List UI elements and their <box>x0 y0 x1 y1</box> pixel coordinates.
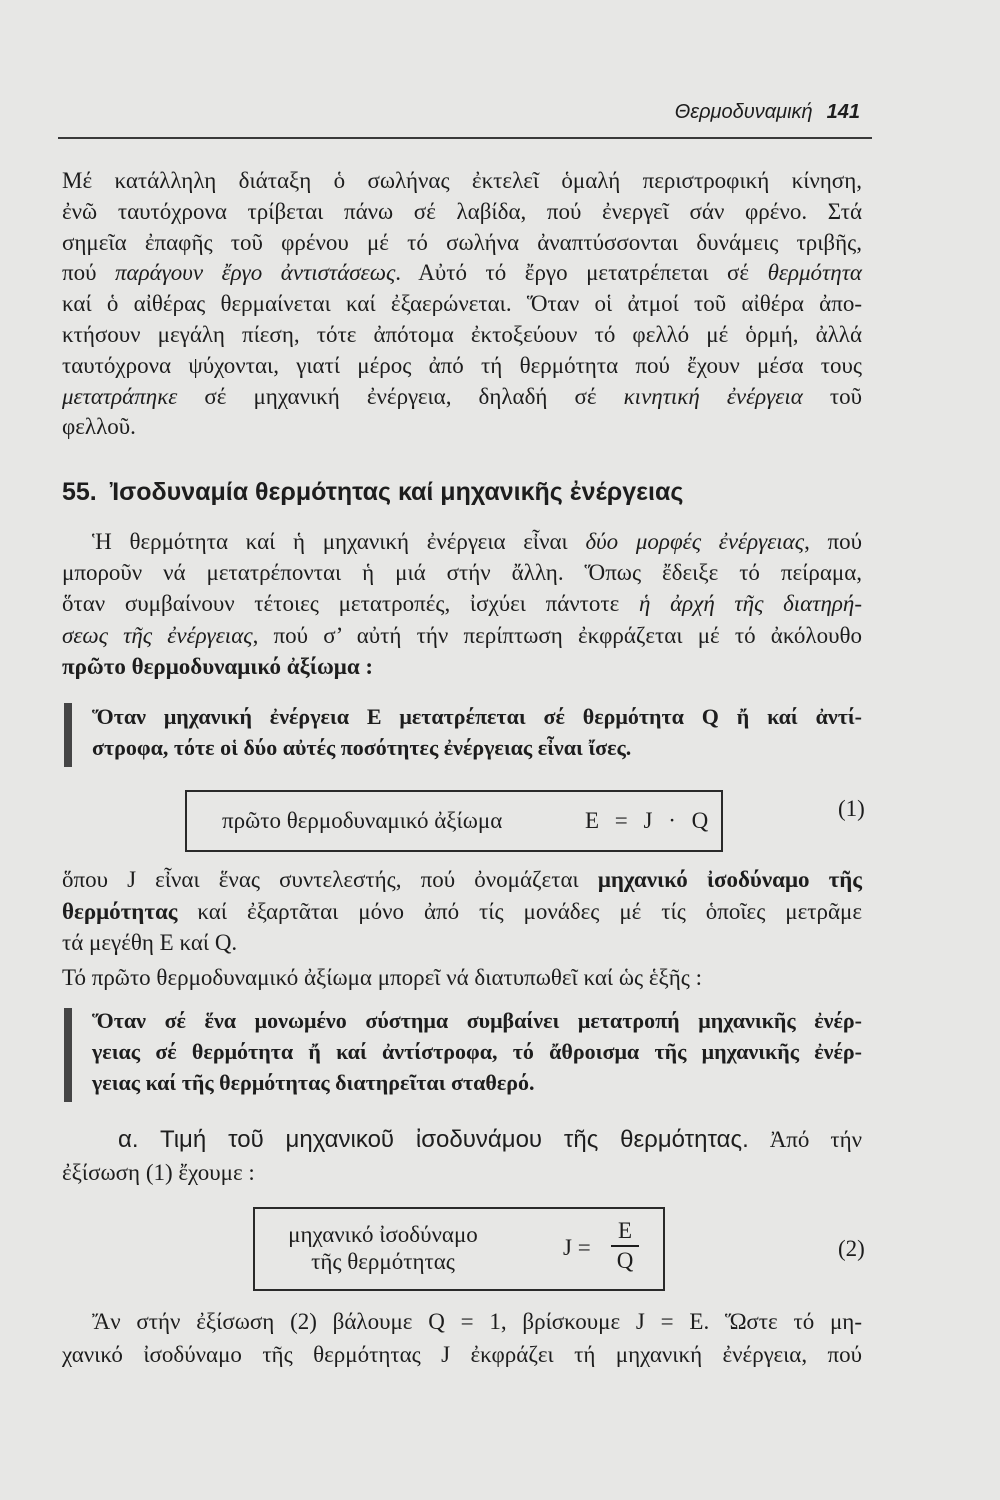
fraction-numerator: E <box>617 1218 633 1243</box>
equation-box-2 <box>253 1207 665 1291</box>
text-run: σημεῖα ἐπαφῆς τοῦ φρένου μέ τό σωλήνα ἀναπτύσσονται δυνάμεις τριβῆς, <box>62 229 862 255</box>
italic-run: κινητική ἐνέργεια <box>623 383 803 409</box>
law-marker-bar <box>64 703 72 767</box>
text-run: Ἄν στήν ἐξίσωση (2) βάλουμε Q = 1, βρίσκουμε J = Ε. Ὥστε τό μη- <box>92 1309 862 1334</box>
page-number: 141 <box>826 101 860 123</box>
subsection-heading: α. Τιμή τοῦ μηχανικοῦ ἰσοδυνάμου τῆς θερμότητας. <box>118 1126 749 1153</box>
equation-label: πρῶτο θερμοδυναμικό ἀξίωμα <box>222 808 503 833</box>
bold-run: πρῶτο θερμοδυναμικό ἀξίωμα : <box>62 653 374 679</box>
paragraph-line <box>62 258 862 289</box>
equation-number: (1) <box>838 796 865 821</box>
equation-label-line: μηχανικό ἰσοδύναμο <box>288 1222 478 1247</box>
italic-run: μετατράπηκε <box>62 383 178 409</box>
text-run: μποροῦν νά μετατρέπονται ἡ μιά στήν ἄλλη. Ὅπως ἔδειξε τό πείραμα, <box>62 560 862 586</box>
paragraph-line <box>62 351 862 382</box>
equation-lhs: J = <box>563 1235 591 1260</box>
paragraph-line <box>62 1339 862 1372</box>
law-statement-1 <box>92 701 862 763</box>
fraction <box>611 1217 639 1275</box>
text-run: τά μεγέθη Ε καί Q. <box>62 930 238 955</box>
bold-run: θερμότητας <box>62 898 178 924</box>
text-run: Τό πρῶτο θερμοδυναμικό ἀξίωμα μπορεῖ νά διατυπωθεῖ καί ὡς ἑξῆς : <box>62 965 703 990</box>
text-run: ὅταν συμβαίνουν τέτοιες μετατροπές, ἰσχύει πάντοτε <box>62 591 640 617</box>
paragraph-line <box>62 197 862 228</box>
fraction-denominator: Q <box>616 1248 634 1273</box>
section-heading <box>62 476 862 508</box>
equation-label-line: τῆς θερμότητας <box>311 1249 455 1274</box>
italic-run: σεως τῆς ἐνέργειας <box>62 622 253 648</box>
paragraph-line <box>62 228 862 259</box>
paragraph-line <box>62 412 862 443</box>
law-statement-2 <box>92 1005 862 1098</box>
law-line: γειας καί τῆς θερμότητας διατηρεῖται σταθερό. <box>92 1070 535 1095</box>
paragraph-line <box>62 588 862 619</box>
paragraph-line <box>62 620 862 651</box>
italic-run: θερμότητα <box>767 260 863 286</box>
text-run: . Αὐτό τό ἔργο μετατρέπεται σέ <box>395 260 768 286</box>
paragraph-line <box>62 320 862 351</box>
paragraph-line <box>62 1123 862 1156</box>
text-run: τοῦ <box>802 383 862 409</box>
equation-label <box>271 1221 495 1275</box>
text-run: Μέ κατάλληλη διάταξη ὁ σωλήνας ἐκτελεῖ ὁμαλή περιστροφική κίνηση, <box>62 168 862 193</box>
italic-run: δύο μορφές ἐνέργειας <box>585 529 805 554</box>
paragraph-line <box>62 962 862 993</box>
section-title: Ἰσοδυναμία θερμότητας καί μηχανικῆς ἐνέργειας <box>109 478 684 506</box>
italic-run: ἡ ἀρχή τῆς διατηρή- <box>639 591 862 617</box>
section-number: 55. <box>62 478 97 506</box>
text-run: κτήσουν μεγάλη πίεση, τότε ἀπότομα ἐκτοξεύουν τό φελλό μέ ὁρμή, ἀλλά <box>62 321 862 347</box>
law-line: γειας σέ θερμότητα ἤ καί ἀντίστροφα, τό ἄθροισμα τῆς μηχανικῆς ἐνέρ- <box>92 1039 862 1064</box>
paragraph-line <box>62 651 862 682</box>
text-run: σέ μηχανική ἐνέργεια, δηλαδή σέ <box>177 383 624 409</box>
paragraph-line <box>62 557 862 588</box>
text-run: καί ὁ αἰθέρας θερμαίνεται καί ἐξαερώνεται. Ὅταν οἱ ἀτμοί τοῦ αἰθέρα ἀπο- <box>62 291 862 317</box>
paragraph-line <box>62 166 862 197</box>
law-line: Ὅταν μηχανική ἐνέργεια Ε μετατρέπεται σέ θερμότητα Q ἤ καί ἀντί- <box>92 704 862 729</box>
paragraph-5 <box>62 1306 862 1371</box>
equation-formula: E = J · Q <box>585 808 709 833</box>
text-run: πού <box>62 260 116 286</box>
paragraph-1 <box>62 166 862 443</box>
header-rule <box>58 137 872 139</box>
paragraph-line <box>62 864 862 896</box>
running-title: Θερμοδυναμική <box>674 101 813 123</box>
paragraph-2 <box>62 526 862 682</box>
text-run: ταυτόχρονα ψύχονται, γιατί μέρος ἀπό τή θερμότητα πού ἔχουν μέσα τους <box>62 352 862 378</box>
paragraph-line <box>62 289 862 320</box>
running-header <box>675 99 860 125</box>
text-run: φελλοῦ. <box>62 414 136 440</box>
paragraph-3 <box>62 864 862 959</box>
equation-number: (2) <box>838 1236 865 1261</box>
paragraph-line <box>62 382 862 413</box>
italic-run: παράγουν ἔργο ἀντιστάσεως <box>115 260 396 286</box>
paragraph-line <box>62 1306 862 1339</box>
text-run: ἐνῶ ταυτόχρονα τρίβεται πάνω σέ λαβίδα, πού ἐνεργεῖ σάν φρένο. Στά <box>62 198 862 224</box>
text-run: , πού σ’ αὐτή τήν περίπτωση ἐκφράζεται μέ τό ἀκόλουθο <box>252 622 862 648</box>
paragraph-line <box>62 1156 862 1189</box>
text-run: χανικό ἰσοδύναμο τῆς θερμότητας J ἐκφράζει τή μηχανική ἐνέργεια, πού <box>62 1341 862 1367</box>
text-run: καί ἐξαρτᾶται μόνο ἀπό τίς μονάδες μέ τίς ὁποῖες μετρᾶμε <box>177 898 862 924</box>
text-run: Ἡ θερμότητα καί ἡ μηχανική ἐνέργεια εἶναι <box>92 529 586 554</box>
text-run: , πού <box>804 529 862 554</box>
text-run: ὅπου J εἶναι ἕνας συντελεστής, πού ὀνομάζεται <box>62 867 598 892</box>
law-line: στροφα, τότε οἱ δύο αὐτές ποσότητες ἐνέργειας εἶναι ἴσες. <box>92 735 632 760</box>
text-run: ἐξίσωση (1) ἔχουμε : <box>62 1160 255 1185</box>
bold-run: μηχανικό ἰσοδύναμο τῆς <box>597 867 862 892</box>
paragraph-line <box>62 526 862 557</box>
law-marker-bar <box>64 1008 72 1102</box>
paragraph-line <box>62 896 862 928</box>
paragraph-4 <box>62 962 862 993</box>
text-run: Ἀπό τήν <box>769 1127 863 1152</box>
paragraph-line <box>62 927 862 959</box>
law-line: Ὅταν σέ ἕνα μονωμένο σύστημα συμβαίνει μετατροπή μηχανικῆς ἐνέρ- <box>92 1008 862 1033</box>
equation-box-1 <box>185 790 723 852</box>
subsection <box>62 1123 862 1189</box>
